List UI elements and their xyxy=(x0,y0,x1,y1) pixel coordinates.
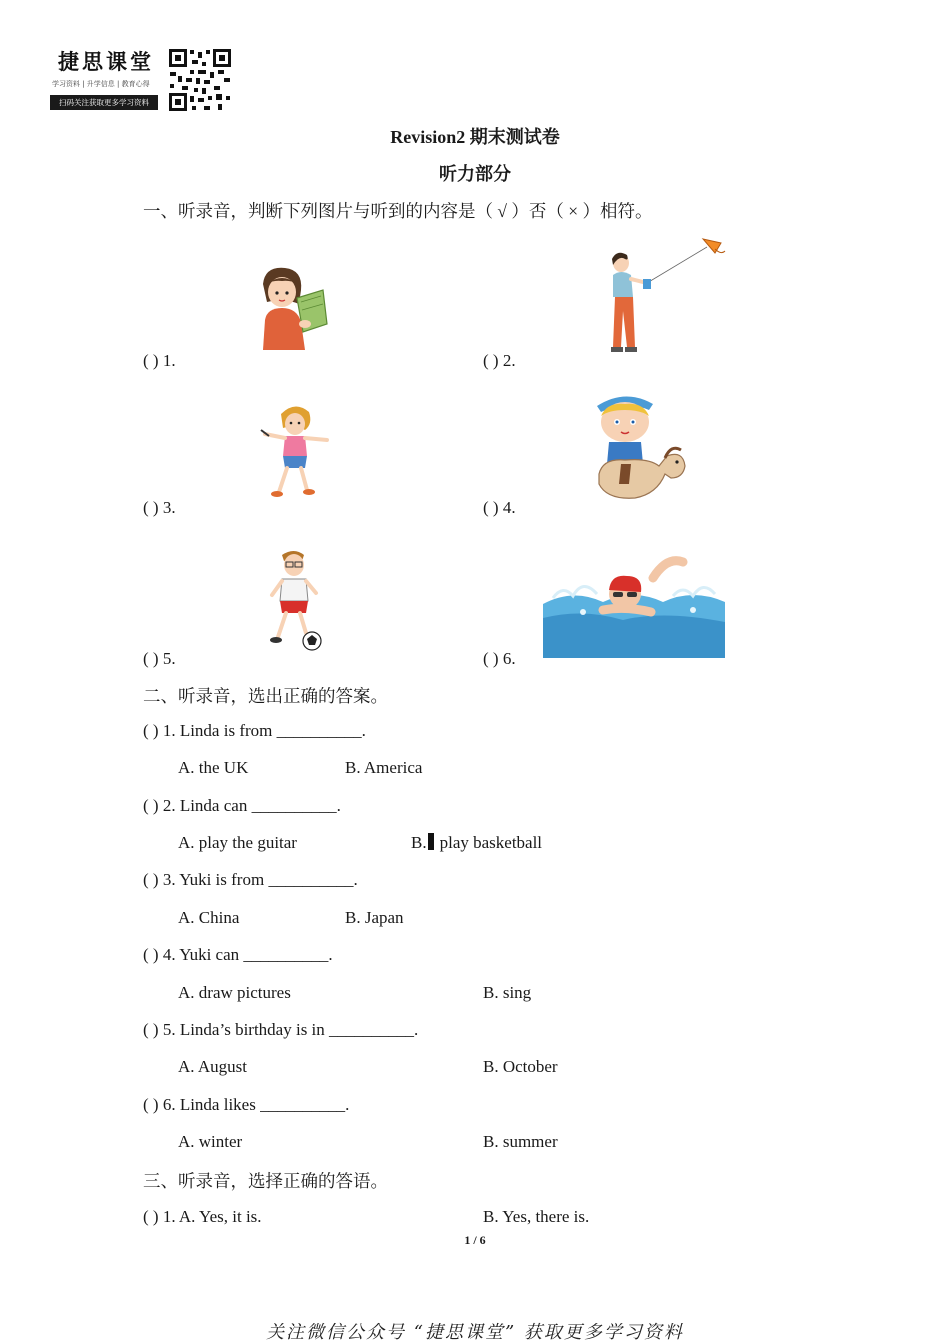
girl-singing-icon xyxy=(255,400,335,500)
part3-q1-option-b[interactable]: B. Yes, there is. xyxy=(483,1207,590,1226)
part3-question-1[interactable]: ( ) 1. A. Yes, it is. xyxy=(143,1207,262,1226)
part1-item-5[interactable]: ( ) 5. xyxy=(143,649,176,668)
part1-item-4[interactable]: ( ) 4. xyxy=(483,498,516,517)
brand-tags: 学习资料 | 升学信息 | 教育心得 xyxy=(52,80,150,88)
part2-q3-option-a[interactable]: A. China xyxy=(178,908,240,927)
part2-q3-option-b[interactable]: B. Japan xyxy=(345,908,404,927)
boy-playing-football-icon xyxy=(266,547,326,652)
part2-q6-option-a[interactable]: A. winter xyxy=(178,1132,243,1151)
part2-q2-option-a[interactable]: A. play the guitar xyxy=(178,833,297,852)
part1-item-6[interactable]: ( ) 6. xyxy=(483,649,516,668)
part2-question-5[interactable]: ( ) 5. Linda’s birthday is in __________. xyxy=(143,1020,419,1039)
part2-q2-option-b-text: play basketball xyxy=(439,833,543,852)
part2-q2-option-b-prefix: B. xyxy=(411,833,427,852)
page-title: Revision2 期末测试卷 xyxy=(390,127,560,147)
page-number: 1 / 6 xyxy=(464,1233,486,1247)
part2-q2-option-b[interactable] xyxy=(411,833,542,853)
part1-heading: 一、听录音，判断下列图片与听到的内容是（ √ ）否（ × ）相符。 xyxy=(143,201,653,221)
brand-bar: 扫码关注获取更多学习资料 xyxy=(50,95,158,110)
girl-flying-kite-icon xyxy=(603,235,728,360)
part2-q5-option-a[interactable]: A. August xyxy=(178,1057,247,1076)
part2-q6-option-b[interactable]: B. summer xyxy=(483,1132,558,1151)
part1-item-2[interactable]: ( ) 2. xyxy=(483,351,516,370)
page-subtitle: 听力部分 xyxy=(439,164,511,184)
man-swimming-icon xyxy=(543,548,725,658)
part2-question-4[interactable]: ( ) 4. Yuki can __________. xyxy=(143,945,333,964)
part1-item-1[interactable]: ( ) 1. xyxy=(143,351,176,370)
footer-banner: 关注微信公众号 “捷思课堂” 获取更多学习资料 xyxy=(266,1322,684,1343)
qr-code-icon[interactable] xyxy=(168,48,232,112)
part1-item-3[interactable]: ( ) 3. xyxy=(143,498,176,517)
part2-q4-option-a[interactable]: A. draw pictures xyxy=(178,983,291,1002)
part2-q1-option-a[interactable]: A. the UK xyxy=(178,758,249,777)
part2-question-2[interactable]: ( ) 2. Linda can __________. xyxy=(143,796,341,815)
part2-question-3[interactable]: ( ) 3. Yuki is from __________. xyxy=(143,870,358,889)
part2-heading: 二、听录音，选出正确的答案。 xyxy=(143,686,388,706)
part2-q4-option-b[interactable]: B. sing xyxy=(483,983,532,1002)
boy-riding-horse-icon xyxy=(585,388,690,508)
brand-name: 捷思课堂 xyxy=(58,49,154,74)
text-cursor-icon xyxy=(428,833,434,850)
part2-q1-option-b[interactable]: B. America xyxy=(345,758,423,777)
part2-question-1[interactable]: ( ) 1. Linda is from __________. xyxy=(143,721,366,740)
part3-heading: 三、听录音，选择正确的答语。 xyxy=(143,1171,388,1191)
girl-reading-book-icon xyxy=(245,262,335,354)
part2-question-6[interactable]: ( ) 6. Linda likes __________. xyxy=(143,1095,350,1114)
part2-q5-option-b[interactable]: B. October xyxy=(483,1057,558,1076)
